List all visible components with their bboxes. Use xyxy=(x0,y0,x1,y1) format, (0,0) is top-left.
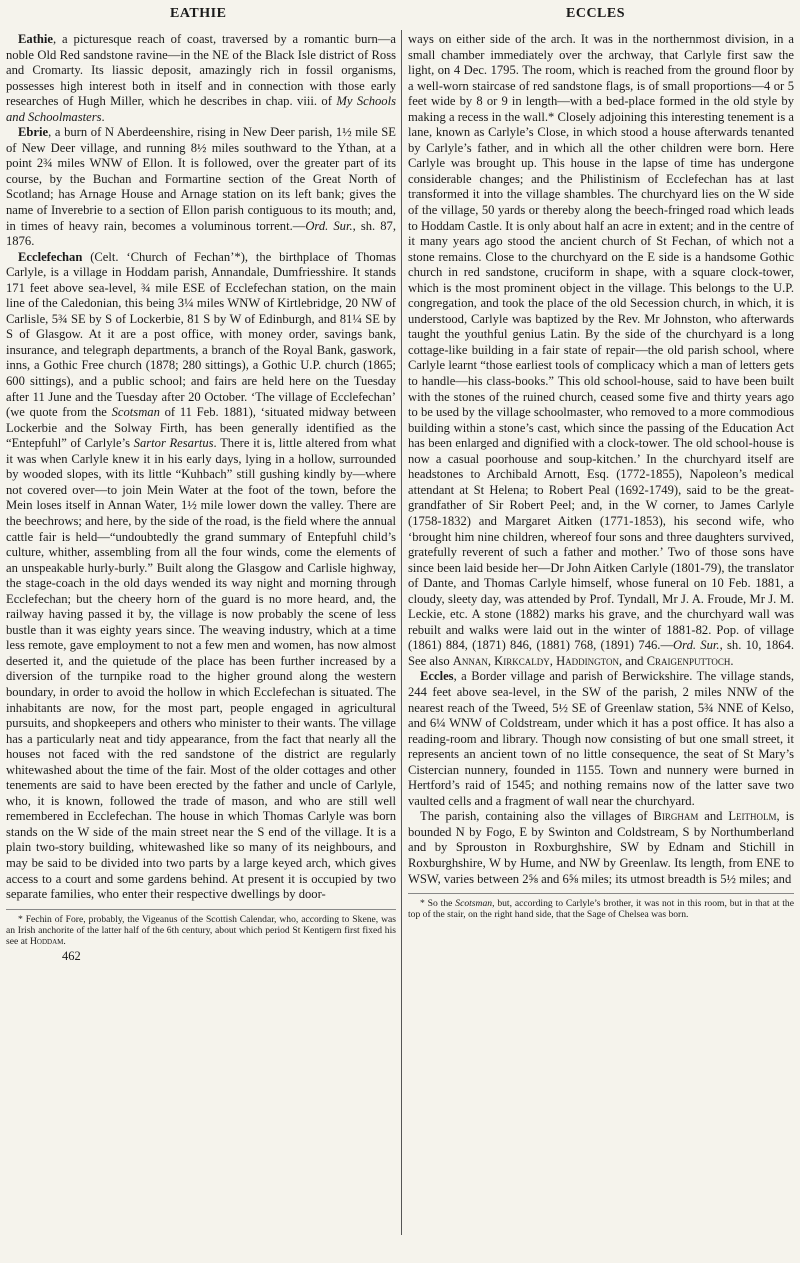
newspaper-title: Scotsman xyxy=(111,405,160,420)
entry-term: Ecclefechan xyxy=(18,249,83,264)
right-column xyxy=(408,32,794,1263)
newspaper-title: Scotsman xyxy=(455,898,493,910)
cross-reference: Kirkcaldy xyxy=(494,653,550,668)
cross-reference: Annan xyxy=(452,653,488,668)
entry-text: and xyxy=(698,809,729,824)
separator: , xyxy=(549,653,557,668)
book-title: Sartor Resartus xyxy=(133,436,214,451)
entry-eccles xyxy=(408,669,794,809)
entry-text: The parish, containing also the villages of xyxy=(420,809,654,824)
cross-reference: Craigenputtoch xyxy=(646,653,731,668)
place-name: Hoddam xyxy=(29,936,64,948)
entry-text: . There it is, little altered from what it was when Carlyle knew it in his early days, lying in a hollow, surrounded by wooded slopes, with its little “Kuhbach” still gushing kindly by—where not covered over—to join Mein Water at the foot of the town, before the Mein loses itself in Annan Water, 1½ mile lower down the valley. There are the beechrows; and here, by the side of the road, is the field where the annual cattle fair is held—“undoubtedly the grand summary of Entepfuhl child’s culture, whither, assembling from all the four winds, come the elements of an unspeakable hurly-burly.” Built along the Glasgow and Carlisle highway, the stage-coach in the old days wended its way night and morning through Ecclefechan; but the cheery horn of the guard is no more heard, and, the railway having passed it by, the village is now probably the scene of less bustle than it was eighty years since. The weaving industry, which at a time less remote, gave employment to not a few men and women, has now almost deserted it, and the quietude of the place has been further increased by a diversion of the turnpike road to the higher ground along the western boundary, in order to avoid the hollow in which Ecclefechan is situated. The inhabitants are now, for the most part, people engaged in agricultural pursuits, and shopkeepers and others who minister to their wants. The village has a particularly neat and tidy appearance, from the fact that nearly all the houses not faced with the red sandstone of the district are regularly whitewashed about the time of the fair. Most of the older cottages and other tenements are said to have been erected by the father and uncle of Carlyle, who, it is known, followed the trade of mason, and who are still well remembered in Ecclefechan. The house in which Thomas Carlyle was born stands on the W side of the main street near the S end of the village. It is a plain two-story building, whitewashed like so many of its neighbours, and may be said to be divided into two parts by a large keyed arch, which gives access to a court and some gardens behind. At present it is occupied by two separate families, who enter their respective dwellings by door- xyxy=(6,436,396,902)
header-right: ECCLES xyxy=(566,6,626,21)
entry-ecclefechan xyxy=(6,250,396,903)
footnote-text: , but, according to Carlyle’s brother, it was not in this room, but in that at the top of the stair, on the right hand side, that the Sage of Chelsea was born. xyxy=(408,898,794,921)
entry-end: . xyxy=(101,109,105,124)
entry-end: . xyxy=(730,653,734,668)
survey-ref: Ord. Sur. xyxy=(673,638,720,653)
entry-term: Ebrie xyxy=(18,125,49,140)
running-header xyxy=(0,6,800,26)
survey-ref: Ord. Sur. xyxy=(305,218,353,233)
entry-ebrie xyxy=(6,125,396,249)
village-name: Leitholm xyxy=(728,809,777,824)
entry-text: , a picturesque reach of coast, traversed by a romantic burn—a noble Old Red sandstone ravine—in the NE of the Black Isle district of Ross and Cromarty. Its liassic deposit, amazingly rich in fossil organisms, possesses high interest both in itself and in connection with those early researches of Hugh Miller, which he describes in chap. viii. of xyxy=(6,32,396,109)
header-left: EATHIE xyxy=(170,6,227,21)
entry-text: of 11 Feb. 1881), ‘situated midway between Lockerbie and the Solway Firth, has been generally identified as the “Entepfuhl” of Carlyle’s xyxy=(6,405,396,451)
footnote-text: * Fechin of Fore, probably, the Vigeanus of the Scottish Calendar, who, according to Skene, was an Irish anchorite of the latter half of the 6th century, about which period St Kentigern first fixed his see at xyxy=(6,913,396,948)
cross-reference: Haddington xyxy=(556,653,619,668)
page-number: 462 xyxy=(62,949,81,964)
entry-text: , is bounded N by Fogo, E by Swinton and Coldstream, S by Northumberland and by Sprouston in Roxburghshire, SW by Ednam and Stichill in Roxburghshire, W by Hume, and NW by Greenlaw. Its length, from ENE to WSW, varies between 2⅝ and 6⅝ miles; its utmost breadth is 5½ miles; and xyxy=(408,809,794,886)
entry-text: , sh. 10, 1864. See also xyxy=(408,638,794,668)
footnote-end: . xyxy=(63,936,66,948)
entry-ecclefechan-continued xyxy=(408,32,794,669)
entry-end: , sh. 87, 1876. xyxy=(6,218,396,249)
entry-eathie xyxy=(6,32,396,125)
book-title: My Schools and Schoolmasters xyxy=(6,94,396,124)
column-divider xyxy=(401,30,402,1235)
separator: , xyxy=(487,653,495,668)
entry-eccles-parish xyxy=(408,809,794,887)
footnote-rule xyxy=(408,893,794,894)
entry-text: (Celt. ‘Church of Fechan’*), the birthplace of Thomas Carlyle, is a village in Hoddam parish, Annandale, Dumfriesshire. It stands 171 feet above sea-level, ¾ mile ESE of Ecclefechan station, on the main line of the Caledonian, this being 3¼ miles WNW of Kirtlebridge, 20 NW of Carlisle, 5¾ SE by S of Lockerbie, 81 S by W of Edinburgh, and 81¼ SE by S of Glasgow. At it are a post office, with money order, savings bank, insurance, and telegraph departments, a branch of the Royal Bank, gaswork, inns, a Gothic Free church (1878; 280 sittings), a Gothic U.P. church (1865; 600 sittings), and a public school; and fairs are held here on the Tuesday after 11 June and the Tuesday after 20 October. ‘The village of Ecclefechan’ (we quote from the xyxy=(6,249,396,420)
left-column xyxy=(6,32,396,1263)
entry-text: , a burn of N Aberdeenshire, rising in New Deer parish, 1½ mile SE of New Deer village, and running 8½ miles southward to the Ythan, at a point 2¾ miles WNW of Ellon. It is followed, over the greater part of its course, by the Buchan and Formartine section of the Great North of Scotland; has Arnage House and Arnage station on its left bank; gives the name of Inverebrie to a section of Ellon parish contiguous to its mouth; and, in times of heavy rain, becomes a voluminous torrent.— xyxy=(6,125,396,233)
footnote xyxy=(408,898,794,920)
footnote-rule xyxy=(6,909,396,910)
entry-term: Eccles xyxy=(420,669,454,684)
entry-text: ways on either side of the arch. It was in the northernmost division, in a small chamber immediately over the archway, that Carlyle first saw the light, on 4 Dec. 1795. The room, which is reached from the ground floor by a well-worn staircase of red sandstone flags, is of small proportions—4 or 5 feet wide by 8 or 9 in length—with a bed-place formed in the old style by making a recess in the wall.* Closely adjoining this interesting tenement is a lane, known as Carlyle’s Close, in which stood a house afterwards tenanted by Carlyle’s father, and in which all the other children were born. Here Carlyle was brought up. This house in the lapse of time has undergone considerable changes; and the Philistinism of Ecclefechan has at last transformed it into the village shambles. The churchyard lies on the W side of the village, 50 yards or thereby along the beech-fringed road which leads to Hoddam Castle. It is only about half an acre in extent; and in the centre of it many years ago stood the ancient church of St Fechan, of which not a stone remains. Close to the churchyard on the E side is a handsome Gothic church in red sandstone, cruciform in shape, with a square clock-tower, which is the most prominent object in the village. This belongs to the U.P. congregation, and took the place of the old Secession church, in which, it is understood, Carlyle was baptized by the Rev. Mr Johnston, who afterwards taught the youthful genius Latin. By the side of the churchyard is a long cottage-like building in a fair state of repair—the old parish school, where Carlyle learnt “those earliest tools of complicacy which a man of letters gets to handle—his class-books.” This old school-house, said to have been built with the stones of the ruined church, ceased some five and thirty years ago to be used by the village schoolmaster, who removed to a more commodious building within a stone’s cast, which since the passing of the Education Act has been enlarged and dignified with a clock-tower. The old school-house is now a casual poorhouse and soup-kitchen.’ In the churchyard itself are headstones to Archibald Arnott, Esq. (1772-1855), Napoleon’s medical attendant at St Helena; to Robert Peal (1692-1749), said to be the great-grandfather of Sir Robert Peel; and, in the W corner, to James Carlyle (1758-1832) and Margaret Aitken (1771-1853), his second wife, who ‘brought him nine children, whereof four sons and three daughters survived, gratefully reverent of such a father and mother.’ Two of those sons have since been laid beside her—Dr John Aitken Carlyle (1801-79), the translator of Dante, and Thomas Carlyle himself, whose funeral on 10 Feb. 1881, a cloudy, sleety day, was attended by Prof. Tyndall, Mr J. A. Froude, Mr J. M. Leckie, etc. A stone (1882) marks his grave, and the churchyard wall was rebuilt and walks were laid out in the winter of 1881-82. Pop. of village (1861) 884, (1871) 846, (1881) 768, (1891) 746.— xyxy=(408,32,794,653)
footnote xyxy=(6,914,396,948)
entry-term: Eathie xyxy=(18,32,53,46)
separator: , and xyxy=(619,653,647,668)
footnote-text: * So the xyxy=(420,898,456,910)
entry-text: , a Border village and parish of Berwickshire. The village stands, 244 feet above sea-level, in the SW of the parish, 2 miles NNW of the nearest reach of the Tweed, 5½ SE of Greenlaw station, 5¾ NNE of Kelso, and 6¼ WNW of Coldstream, under which it has a post office. It has also a reading-room and library. Though now consisting of but one small street, it represents an ancient town of no little consequence, the seat of St Mary’s Cistercian nunnery, founded in 1155. Town and nunnery were burned in Hertford’s raid of 1545; and nothing remains now of the latter save two vaulted cells and a fragment of wall near the churchyard. xyxy=(408,669,794,808)
village-name: Birgham xyxy=(653,809,699,824)
